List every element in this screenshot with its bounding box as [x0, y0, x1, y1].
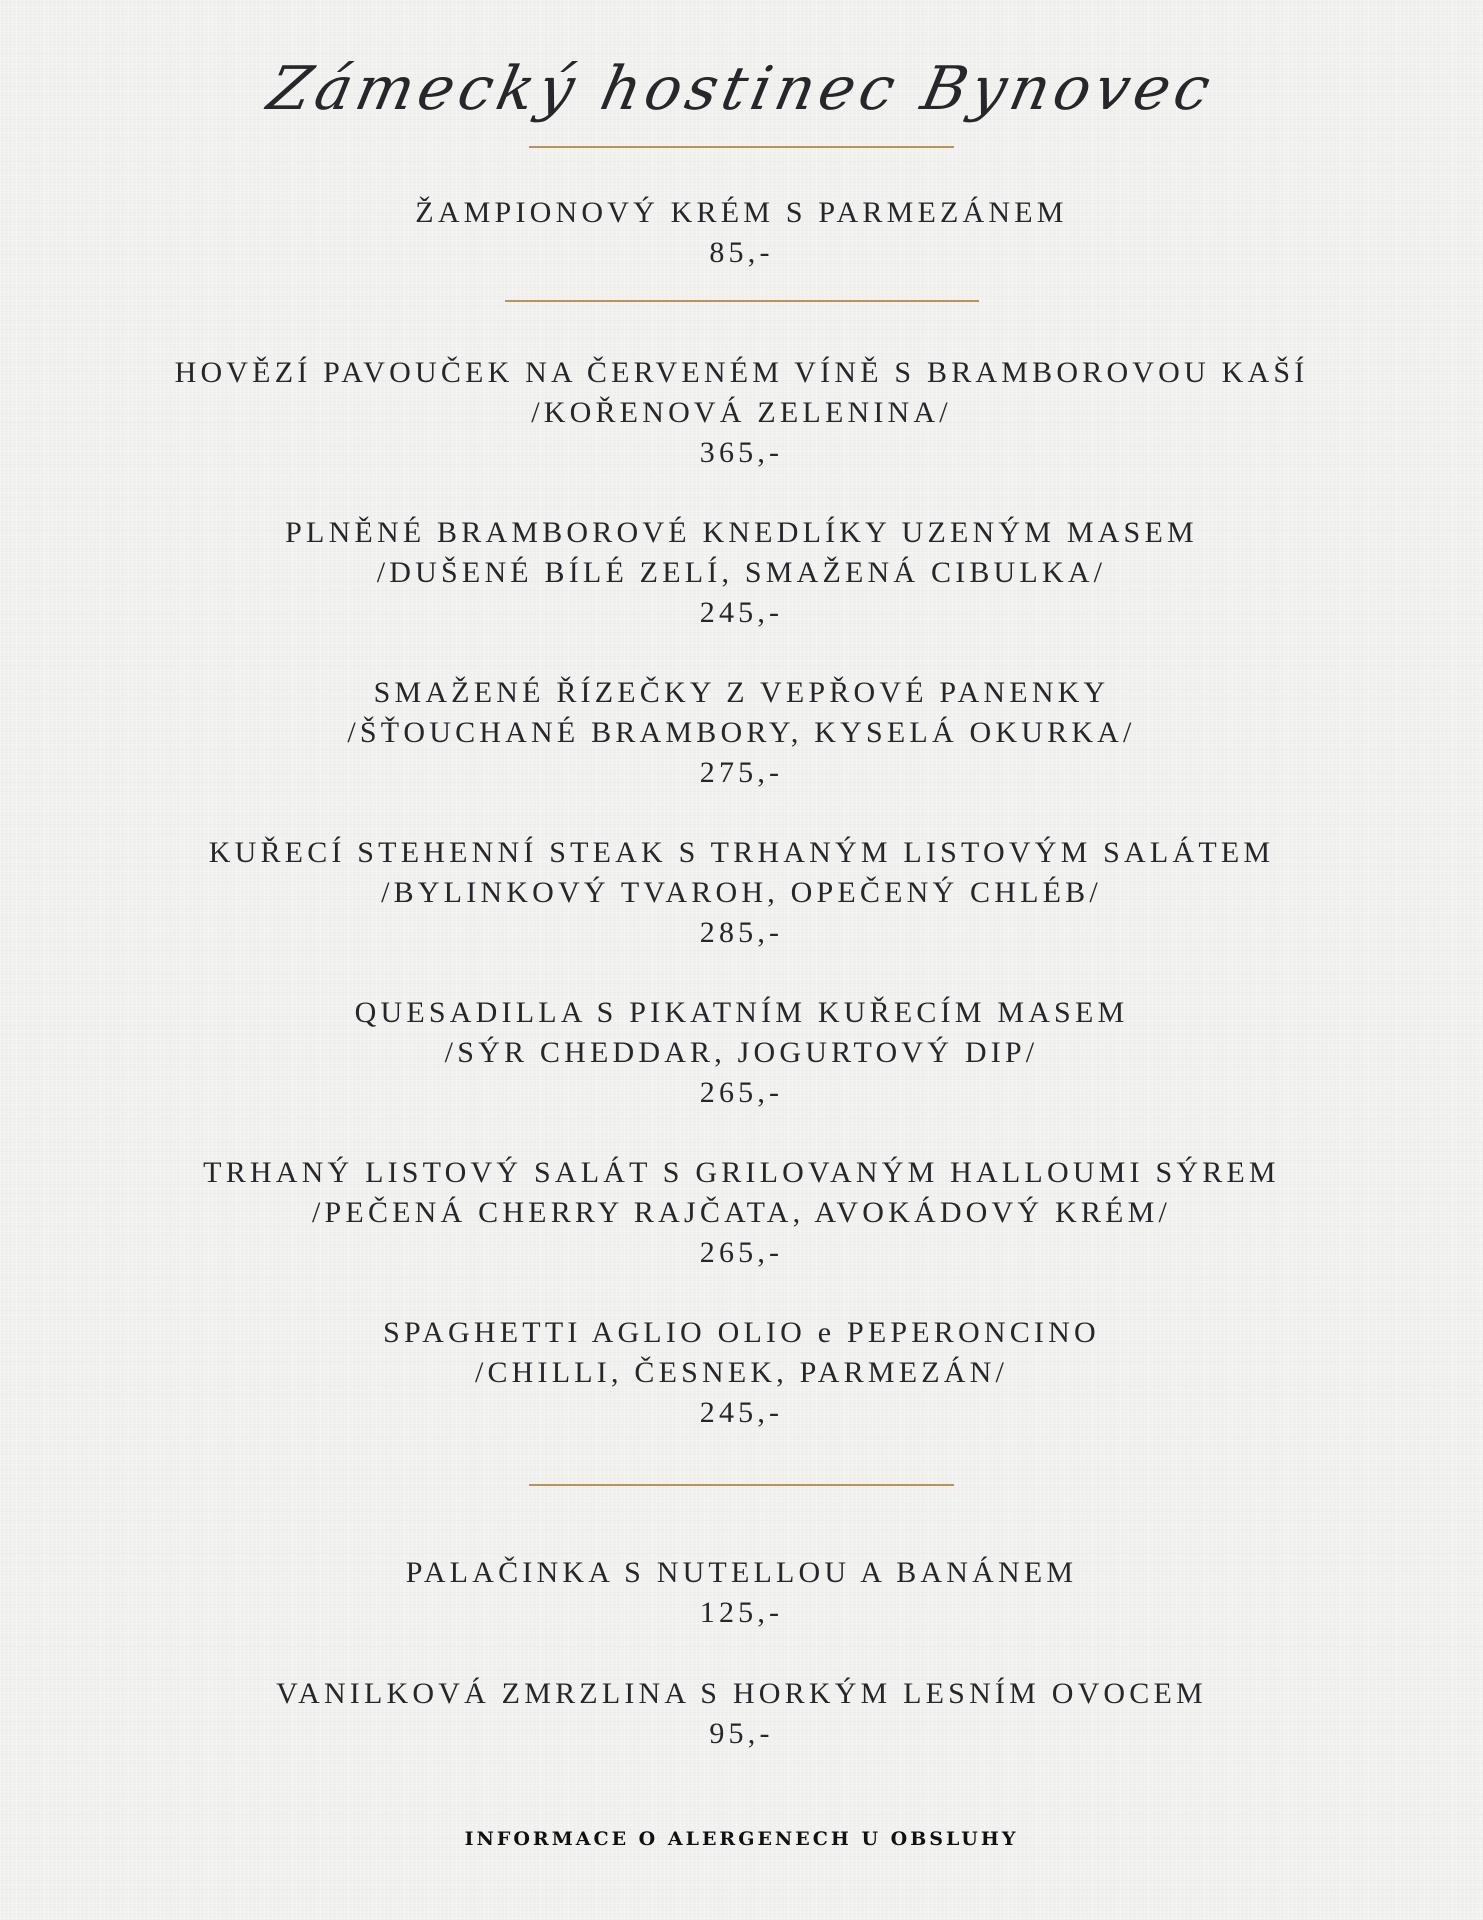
allergen-info-note: INFORMACE O ALERGENECH U OBSLUHY: [464, 1828, 1019, 1850]
dessert-name: VANILKOVÁ ZMRZLINA S HORKÝM LESNÍM OVOCEM: [276, 1677, 1207, 1710]
soup-name: ŽAMPIONOVÝ KRÉM S PARMEZÁNEM: [415, 196, 1068, 229]
main-dish-item: [0, 993, 1483, 1113]
dish-side: /PEČENÁ CHERRY RAJČATA, AVOKÁDOVÝ KRÉM/: [312, 1196, 1171, 1229]
dish-price: 285,-: [699, 916, 784, 949]
dessert-price: 95,-: [709, 1717, 774, 1750]
dish-side: /DUŠENÉ BÍLÉ ZELÍ, SMAŽENÁ CIBULKA/: [376, 556, 1107, 589]
soup-divider: [505, 300, 979, 302]
dish-side: /SÝR CHEDDAR, JOGURTOVÝ DIP/: [444, 1036, 1039, 1069]
dish-price: 265,-: [699, 1236, 784, 1269]
main-dish-item: [0, 513, 1483, 633]
title-underline: [529, 146, 954, 148]
main-dish-item: [0, 1313, 1483, 1433]
dish-price: 245,-: [699, 596, 784, 629]
main-dish-item: [0, 1153, 1483, 1273]
dish-price: 365,-: [699, 436, 784, 469]
main-dish-item: [0, 833, 1483, 953]
dish-name: HOVĚZÍ PAVOUČEK NA ČERVENÉM VÍNĚ S BRAMBOROVOU KAŠÍ: [174, 356, 1309, 389]
dish-side: /BYLINKOVÝ TVAROH, OPEČENÝ CHLÉB/: [381, 876, 1102, 909]
dish-price: 265,-: [699, 1076, 784, 1109]
dish-name: KUŘECÍ STEHENNÍ STEAK S TRHANÝM LISTOVÝM SALÁTEM: [208, 836, 1275, 869]
dish-name: PLNĚNÉ BRAMBOROVÉ KNEDLÍKY UZENÝM MASEM: [285, 516, 1198, 549]
dish-side: /ŠŤOUCHANÉ BRAMBORY, KYSELÁ OKURKA/: [347, 716, 1136, 749]
dish-price: 245,-: [699, 1396, 784, 1429]
dish-name: TRHANÝ LISTOVÝ SALÁT S GRILOVANÝM HALLOUMI SÝREM: [203, 1156, 1280, 1189]
dish-name: QUESADILLA S PIKATNÍM KUŘECÍM MASEM: [354, 996, 1129, 1029]
soup-item: [0, 193, 1483, 273]
dish-side: /CHILLI, ČESNEK, PARMEZÁN/: [474, 1356, 1009, 1389]
dish-price: 275,-: [699, 756, 784, 789]
desserts-divider: [529, 1484, 954, 1486]
restaurant-title: Zámecký hostinec Bynovec: [261, 54, 1222, 124]
dessert-price: 125,-: [699, 1596, 784, 1629]
dessert-item: [0, 1674, 1483, 1754]
main-dish-item: [0, 673, 1483, 793]
soup-price: 85,-: [709, 236, 774, 269]
main-dish-item: [0, 353, 1483, 473]
dish-side: /KOŘENOVÁ ZELENINA/: [531, 396, 952, 429]
dessert-item: [0, 1553, 1483, 1633]
dish-name: SPAGHETTI AGLIO OLIO e PEPERONCINO: [383, 1316, 1100, 1349]
dish-name: SMAŽENÉ ŘÍZEČKY Z VEPŘOVÉ PANENKY: [373, 676, 1110, 709]
dessert-name: PALAČINKA S NUTELLOU A BANÁNEM: [405, 1556, 1078, 1589]
